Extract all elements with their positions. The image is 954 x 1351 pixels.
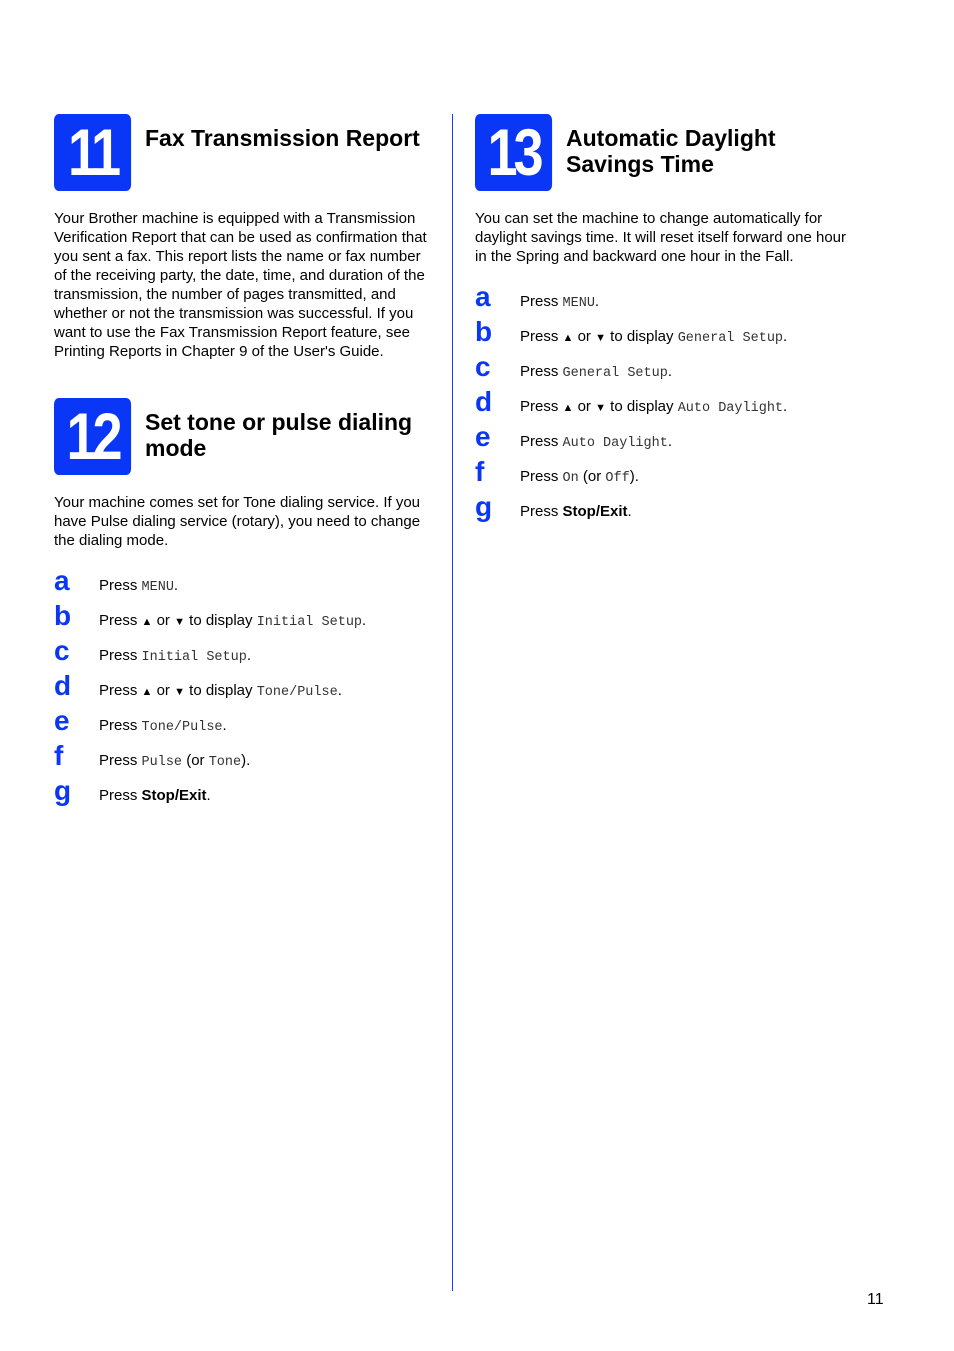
step-text: Press General Setup. — [520, 363, 673, 381]
down-arrow-icon: ▼ — [595, 332, 606, 344]
step-letter: a — [475, 281, 491, 312]
step-item — [475, 456, 853, 498]
step-letter: c — [475, 351, 491, 382]
step-letter: f — [54, 740, 64, 771]
section-12-number-badge: 12 — [54, 398, 131, 475]
lcd-text: Auto Daylight — [677, 401, 784, 416]
step-letter: e — [54, 705, 70, 736]
step-text: Press MENU. — [99, 577, 179, 595]
step-text: Press Tone/Pulse. — [99, 717, 227, 735]
step-item — [54, 775, 432, 817]
step-item — [54, 705, 432, 747]
section-13-number-badge: 13 — [475, 114, 552, 191]
right-column — [475, 114, 853, 533]
up-arrow-icon: ▲ — [141, 616, 153, 628]
lcd-text: General Setup — [562, 366, 668, 381]
step-item — [475, 316, 853, 358]
step-text: Press On (or Off). — [520, 468, 639, 486]
lcd-text: MENU — [562, 296, 595, 311]
section-13-header — [475, 114, 853, 192]
lcd-text: Tone/Pulse — [141, 720, 223, 735]
step-item — [54, 635, 432, 677]
step-item — [475, 421, 853, 463]
step-letter: d — [475, 386, 493, 417]
section-11-number-badge: 11 — [54, 114, 131, 191]
left-column — [54, 114, 432, 817]
step-text: Press ▲ or ▼ to display Auto Daylight. — [520, 398, 788, 416]
lcd-text: Initial Setup — [256, 615, 363, 630]
section-12-body: Your machine comes set for Tone dialing service. If you have Pulse dialing service (rotary), you need to change the dialing mode. — [54, 494, 421, 549]
column-divider — [452, 114, 453, 1291]
section-13-steps — [475, 281, 853, 533]
step-letter: c — [54, 635, 70, 666]
lcd-text: Auto Daylight — [562, 436, 668, 451]
step-letter: d — [54, 670, 72, 701]
step-text: Press Stop/Exit. — [520, 503, 632, 520]
step-letter: f — [475, 456, 485, 487]
step-item — [54, 600, 432, 642]
lcd-text: Tone/Pulse — [256, 685, 338, 700]
step-item — [475, 386, 853, 428]
section-12-header — [54, 398, 432, 476]
step-text: Press ▲ or ▼ to display General Setup. — [520, 328, 788, 346]
step-item — [475, 491, 853, 533]
step-letter: g — [54, 775, 72, 806]
step-text: Press Auto Daylight. — [520, 433, 673, 451]
step-item — [54, 565, 432, 607]
lcd-text: Initial Setup — [141, 650, 247, 665]
lcd-text: MENU — [141, 580, 174, 595]
down-arrow-icon: ▼ — [174, 616, 185, 628]
step-letter: b — [475, 316, 493, 347]
lcd-text: Tone — [208, 755, 242, 770]
up-arrow-icon: ▲ — [141, 686, 153, 698]
step-item — [475, 281, 853, 323]
lcd-text: On — [562, 471, 579, 486]
step-text: Press MENU. — [520, 293, 600, 311]
up-arrow-icon: ▲ — [562, 402, 574, 414]
section-11-title: Fax Transmission Report — [145, 125, 420, 151]
step-text: Press Initial Setup. — [99, 647, 252, 665]
step-letter: b — [54, 600, 72, 631]
section-11-body: Your Brother machine is equipped with a Transmission Verification Report that can be used as confirmation that you sent a fax. This report lists the name or fax number of the receiving party, the date, time, and duration of the transmission, the number of pages transmitted, and whether or not the transmission was successful. If you want to use the Fax Transmission Report feature, see Printing Reports in Chapter 9 of the User's Guide. — [54, 210, 427, 360]
key-name: Stop/Exit — [141, 787, 207, 804]
page-number: 11 — [867, 1291, 884, 1308]
up-arrow-icon: ▲ — [562, 332, 574, 344]
lcd-text: Off — [605, 471, 630, 486]
section-12-steps — [54, 565, 432, 817]
step-letter: g — [475, 491, 493, 522]
step-text: Press Pulse (or Tone). — [99, 752, 251, 770]
step-text: Press ▲ or ▼ to display Tone/Pulse. — [99, 682, 342, 700]
section-11-header — [54, 114, 432, 192]
section-12-title: Set tone or pulse dialing mode — [145, 409, 413, 461]
down-arrow-icon: ▼ — [174, 686, 185, 698]
section-13-body: You can set the machine to change automatically for daylight savings time. It will reset itself forward one hour in the Spring and backward one hour in the Fall. — [475, 210, 846, 265]
step-text: Press ▲ or ▼ to display Initial Setup. — [99, 612, 367, 630]
step-item — [54, 740, 432, 782]
step-letter: e — [475, 421, 491, 452]
step-text: Press Stop/Exit. — [99, 787, 211, 804]
step-letter: a — [54, 565, 70, 596]
down-arrow-icon: ▼ — [595, 402, 606, 414]
lcd-text: General Setup — [677, 331, 784, 346]
key-name: Stop/Exit — [562, 503, 628, 520]
step-item — [475, 351, 853, 393]
step-item — [54, 670, 432, 712]
lcd-text: Pulse — [141, 755, 183, 770]
section-13-title: Automatic Daylight Savings Time — [566, 125, 776, 177]
